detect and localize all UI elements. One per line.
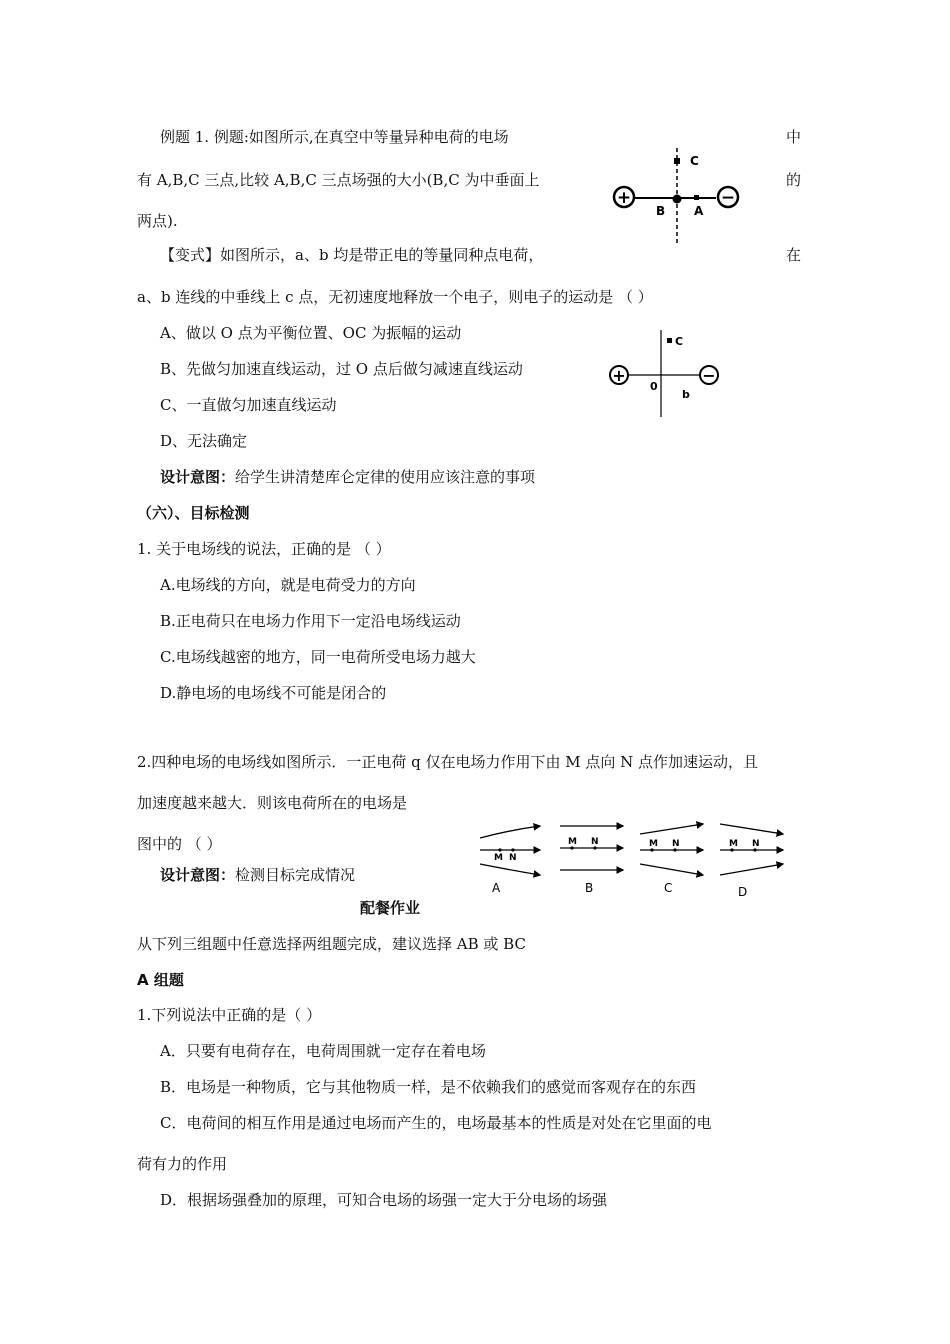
svg-text:M: M bbox=[729, 839, 738, 849]
example-line-2-tail: 的 bbox=[786, 171, 802, 189]
design-intent-label: 设计意图： bbox=[160, 866, 236, 884]
point-c bbox=[667, 338, 672, 343]
q1-stem: 1. 关于电场线的说法，正确的是 （ ） bbox=[137, 540, 391, 558]
group-a-option: D．根据场强叠加的原理，可知合电场的场强一定大于分电场的场强 bbox=[160, 1191, 608, 1209]
variant-option: C、一直做匀加速直线运动 bbox=[160, 396, 337, 414]
example-line-2: 有 A,B,C 三点,比较 A,B,C 三点场强的大小(B,C 为中垂面上 bbox=[137, 171, 540, 189]
example-line-3: 两点). bbox=[137, 212, 178, 230]
positive-sign: + bbox=[616, 188, 632, 208]
group-a-title: A 组题 bbox=[137, 971, 184, 989]
panel-c bbox=[640, 824, 703, 895]
field-lines-figure bbox=[475, 820, 795, 900]
group-a-option: C．电荷间的相互作用是通过电场而产生的，电场最基本的性质是对处在它里面的电 bbox=[160, 1114, 712, 1132]
homework-title: 配餐作业 bbox=[360, 899, 421, 917]
variant-line-1-tail: 在 bbox=[786, 246, 802, 264]
dipole-figure bbox=[608, 148, 748, 248]
svg-text:N: N bbox=[752, 839, 760, 849]
label-c: C bbox=[675, 335, 684, 348]
design-intent-label: 设计意图： bbox=[160, 468, 236, 486]
point-c bbox=[674, 158, 680, 164]
q2-line-3: 图中的 （ ） bbox=[137, 835, 222, 853]
panel-a bbox=[480, 826, 540, 895]
svg-text:N: N bbox=[672, 839, 680, 849]
q1-option: D.静电场的电场线不可能是闭合的 bbox=[160, 684, 387, 702]
negative-sign: − bbox=[720, 188, 736, 208]
q1-option: C.电场线越密的地方，同一电荷所受电场力越大 bbox=[160, 648, 476, 666]
group-a-option-continuation: 荷有力的作用 bbox=[137, 1155, 228, 1173]
group-a-option: B．电场是一种物质，它与其他物质一样，是不依赖我们的感觉而客观存在的东西 bbox=[160, 1078, 697, 1096]
panel-label: C bbox=[664, 881, 673, 895]
group-a-option: A．只要有电荷存在，电荷周围就一定存在着电场 bbox=[160, 1042, 486, 1060]
variant-line-1: 【变式】如图所示，a、b 均是带正电的等量同种点电荷， bbox=[160, 246, 544, 264]
svg-text:N: N bbox=[591, 837, 599, 847]
variant-option: D、无法确定 bbox=[160, 432, 248, 450]
panel-label: A bbox=[492, 881, 501, 895]
label-c: C bbox=[690, 154, 699, 168]
label-o: 0 bbox=[650, 380, 658, 393]
label-b: b bbox=[682, 388, 690, 401]
q2-line-2: 加速度越来越大．则该电荷所在的电场是 bbox=[137, 794, 408, 812]
section-heading: （六）、目标检测 bbox=[137, 504, 250, 522]
panel-label: B bbox=[585, 881, 594, 895]
svg-text:N: N bbox=[509, 853, 517, 863]
design-intent-text: 给学生讲清楚库仑定律的使用应该注意的事项 bbox=[235, 468, 536, 486]
design-intent-2 bbox=[160, 865, 355, 885]
charge-a-sign: + bbox=[612, 366, 626, 385]
example-line-1: 例题 1. 例题:如图所示,在真空中等量异种电荷的电场 bbox=[160, 128, 509, 146]
design-intent-1 bbox=[160, 467, 535, 487]
variant-line-2: a、b 连线的中垂线上 c 点，无初速度地释放一个电子，则电子的运动是 （ ） bbox=[137, 288, 653, 306]
example-line-1-tail: 中 bbox=[786, 128, 802, 146]
two-charges-figure bbox=[608, 325, 728, 420]
panel-label: D bbox=[738, 885, 748, 899]
panel-b bbox=[560, 826, 623, 895]
svg-text:M: M bbox=[649, 839, 658, 849]
q1-option: B.正电荷只在电场力作用下一定沿电场线运动 bbox=[160, 612, 461, 630]
charge-b-sign: − bbox=[702, 366, 716, 385]
variant-option: A、做以 O 点为平衡位置、OC 为振幅的运动 bbox=[160, 324, 462, 342]
variant-option: B、先做匀加速直线运动，过 O 点后做匀减速直线运动 bbox=[160, 360, 523, 378]
q2-line-1: 2.四种电场的电场线如图所示．一正电荷 q 仅在电场力作用下由 M 点向 N 点作加速运动，且 bbox=[137, 753, 759, 771]
label-b: B bbox=[656, 204, 666, 218]
q1-option: A.电场线的方向，就是电荷受力的方向 bbox=[160, 576, 416, 594]
homework-intro: 从下列三组题中任意选择两组题完成，建议选择 AB 或 BC bbox=[137, 935, 526, 953]
group-a-q1-stem: 1.下列说法中正确的是（ ） bbox=[137, 1006, 322, 1024]
svg-text:M: M bbox=[568, 837, 577, 847]
svg-text:M: M bbox=[494, 853, 503, 863]
design-intent-text: 检测目标完成情况 bbox=[235, 866, 356, 884]
panel-d bbox=[720, 824, 783, 899]
label-a: A bbox=[694, 204, 704, 218]
point-a bbox=[694, 195, 699, 200]
point-b bbox=[673, 195, 682, 204]
